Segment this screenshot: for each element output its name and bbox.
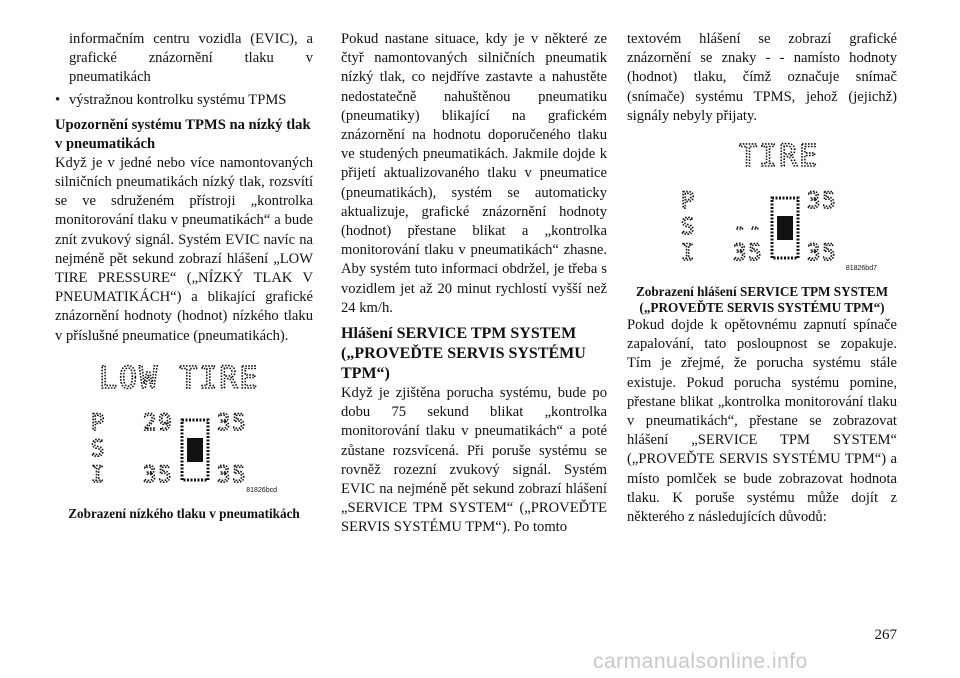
left-tire-pressure: 29 [143, 410, 174, 436]
display-title: LOW TIRE [99, 360, 260, 396]
car-outline-icon [182, 420, 208, 480]
column-left [55, 30, 313, 522]
display-row-label: S [91, 436, 107, 462]
figure-caption: Zobrazení hlášení SERVICE TPM SYSTEM („PROVEĎTE SERVIS SYSTÉMU TPM“) [635, 284, 889, 316]
paragraph-low-pressure: Když je v jedné nebo více namontovaných silničních pneumatikách nízký tlak, rozsvítí se ve sdruženém přístroji „kontrolka monitorování tlaku v pneumatikách“ a bude znít zvukový signál. Systém EVIC navíc na nejméně pět sekund zobrazí hlášení „LOW TIRE PRESSURE“ („NÍZKÝ TLAK V PNEUMATIKÁCH“) a blikající grafické znázornění hodnoty (hodnot) nízkého tlaku v příslušné pneumatice (pneumatikách). [55, 154, 313, 344]
figure-code: 81826bcd [246, 486, 277, 494]
paragraph-dashes: textovém hlášení se zobrazí grafické znázornění se znaky - - namísto hodnoty (hodnot) tlaku, čímž označuje snímač (snímače) systému TPMS, jehož (jejichž) signály nebyly přijaty. [627, 31, 897, 124]
bullet-item [55, 91, 313, 110]
car-outline-icon [772, 198, 798, 258]
display-row-label: P [681, 189, 697, 215]
dot-matrix-display [677, 136, 877, 278]
paragraph-service-tpm: Když je zjištěna porucha systému, bude po dobu 75 sekund blikat „kontrolka monitorování tlaku v pneumatikách“ a poté zůstane rozsvícená. Při poruše systému se rovněž rozezní zvukový signál. Systém EVIC na nejméně pět sekund zobrazí hlášení „SERVICE TPM SYSTEM“ („PROVEĎTE SERVIS SYSTÉMU TPM“). Po tomto [341, 385, 607, 536]
left-tire-pressure: -- [733, 215, 764, 241]
continued-text: informačním centru vozidla (EVIC), a grafické znázornění tlaku v pneumatikách [69, 31, 313, 86]
display-row-label: I [91, 462, 107, 488]
right-tire-pressure: 35 [217, 462, 248, 488]
figure-caption: Zobrazení nízkého tlaku v pneumatikách [68, 505, 300, 521]
left-tire-pressure: 35 [143, 462, 174, 488]
paragraph-inflate: Pokud nastane situace, kdy je v některé ze čtyř namontovaných silničních pneumatik nízký tlak, co nejdříve zastavte a nahustěte nedostatečně nahuštěnou pneumatiku (pneumatiky) blikající na grafickém znázornění na hodnotu doporučeného tlaku ve studených pneumatikách. Jakmile dojde k přijetí aktualizovaného tlaku v pneumatice (pneumatikách), systém se automaticky aktualizuje, grafické znázornění hodnoty (hodnot) přestane blikat a „kontrolka monitorování tlaku v pneumatikách“ zhasne. Aby systém tuto informaci obdržel, je třeba s vozidlem jet až 20 minut rychlostí vyšší než 24 km/h. [341, 31, 607, 316]
page-number: 267 [874, 627, 897, 643]
left-tire-pressure: 35 [733, 241, 764, 267]
right-tire-pressure: 35 [807, 241, 838, 267]
bullet-text: výstražnou kontrolku systému TPMS [69, 91, 287, 108]
bullet-icon: • [55, 91, 61, 108]
column-right [627, 30, 897, 527]
right-tire-pressure: 35 [217, 410, 248, 436]
low-tire-display-figure [87, 358, 277, 500]
paragraph-repeat: Pokud dojde k opětovnému zapnutí spínače zapalování, tato posloupnost se zopakuje. Tím je zřejmé, že porucha systému stále existuje. Pokud porucha systému pomine, přestane blikat „kontrolka monitorování tlaku v pneumatikách“, přestane se zobrazovat hlášení „SERVICE TPM SYSTEM“ („PROVEĎTE SERVIS SYSTÉMU TPM“) a místo pomlček se bude zobrazovat hodnota tlaku. K poruše systému může dojít z některého z následujících důvodů: [627, 317, 897, 526]
figure-code: 81826bd7 [845, 264, 877, 272]
display-row-label: S [681, 215, 697, 241]
right-tire-pressure: 35 [807, 189, 838, 215]
watermark: carmanualsonline.info [593, 650, 808, 673]
dot-matrix-display [87, 358, 277, 500]
display-title: TIRE [739, 139, 820, 175]
column-middle [341, 30, 607, 538]
display-row-label: I [681, 241, 697, 267]
display-row-label: P [91, 410, 107, 436]
service-tpm-display-figure [677, 136, 877, 278]
section-heading-low-pressure: Upozornění systému TPMS na nízký tlak v pneumatikách [55, 116, 311, 152]
section-heading-service-tpm: Hlášení SERVICE TPM SYSTEM („PROVEĎTE SERVIS SYSTÉMU TPM“) [341, 325, 586, 383]
